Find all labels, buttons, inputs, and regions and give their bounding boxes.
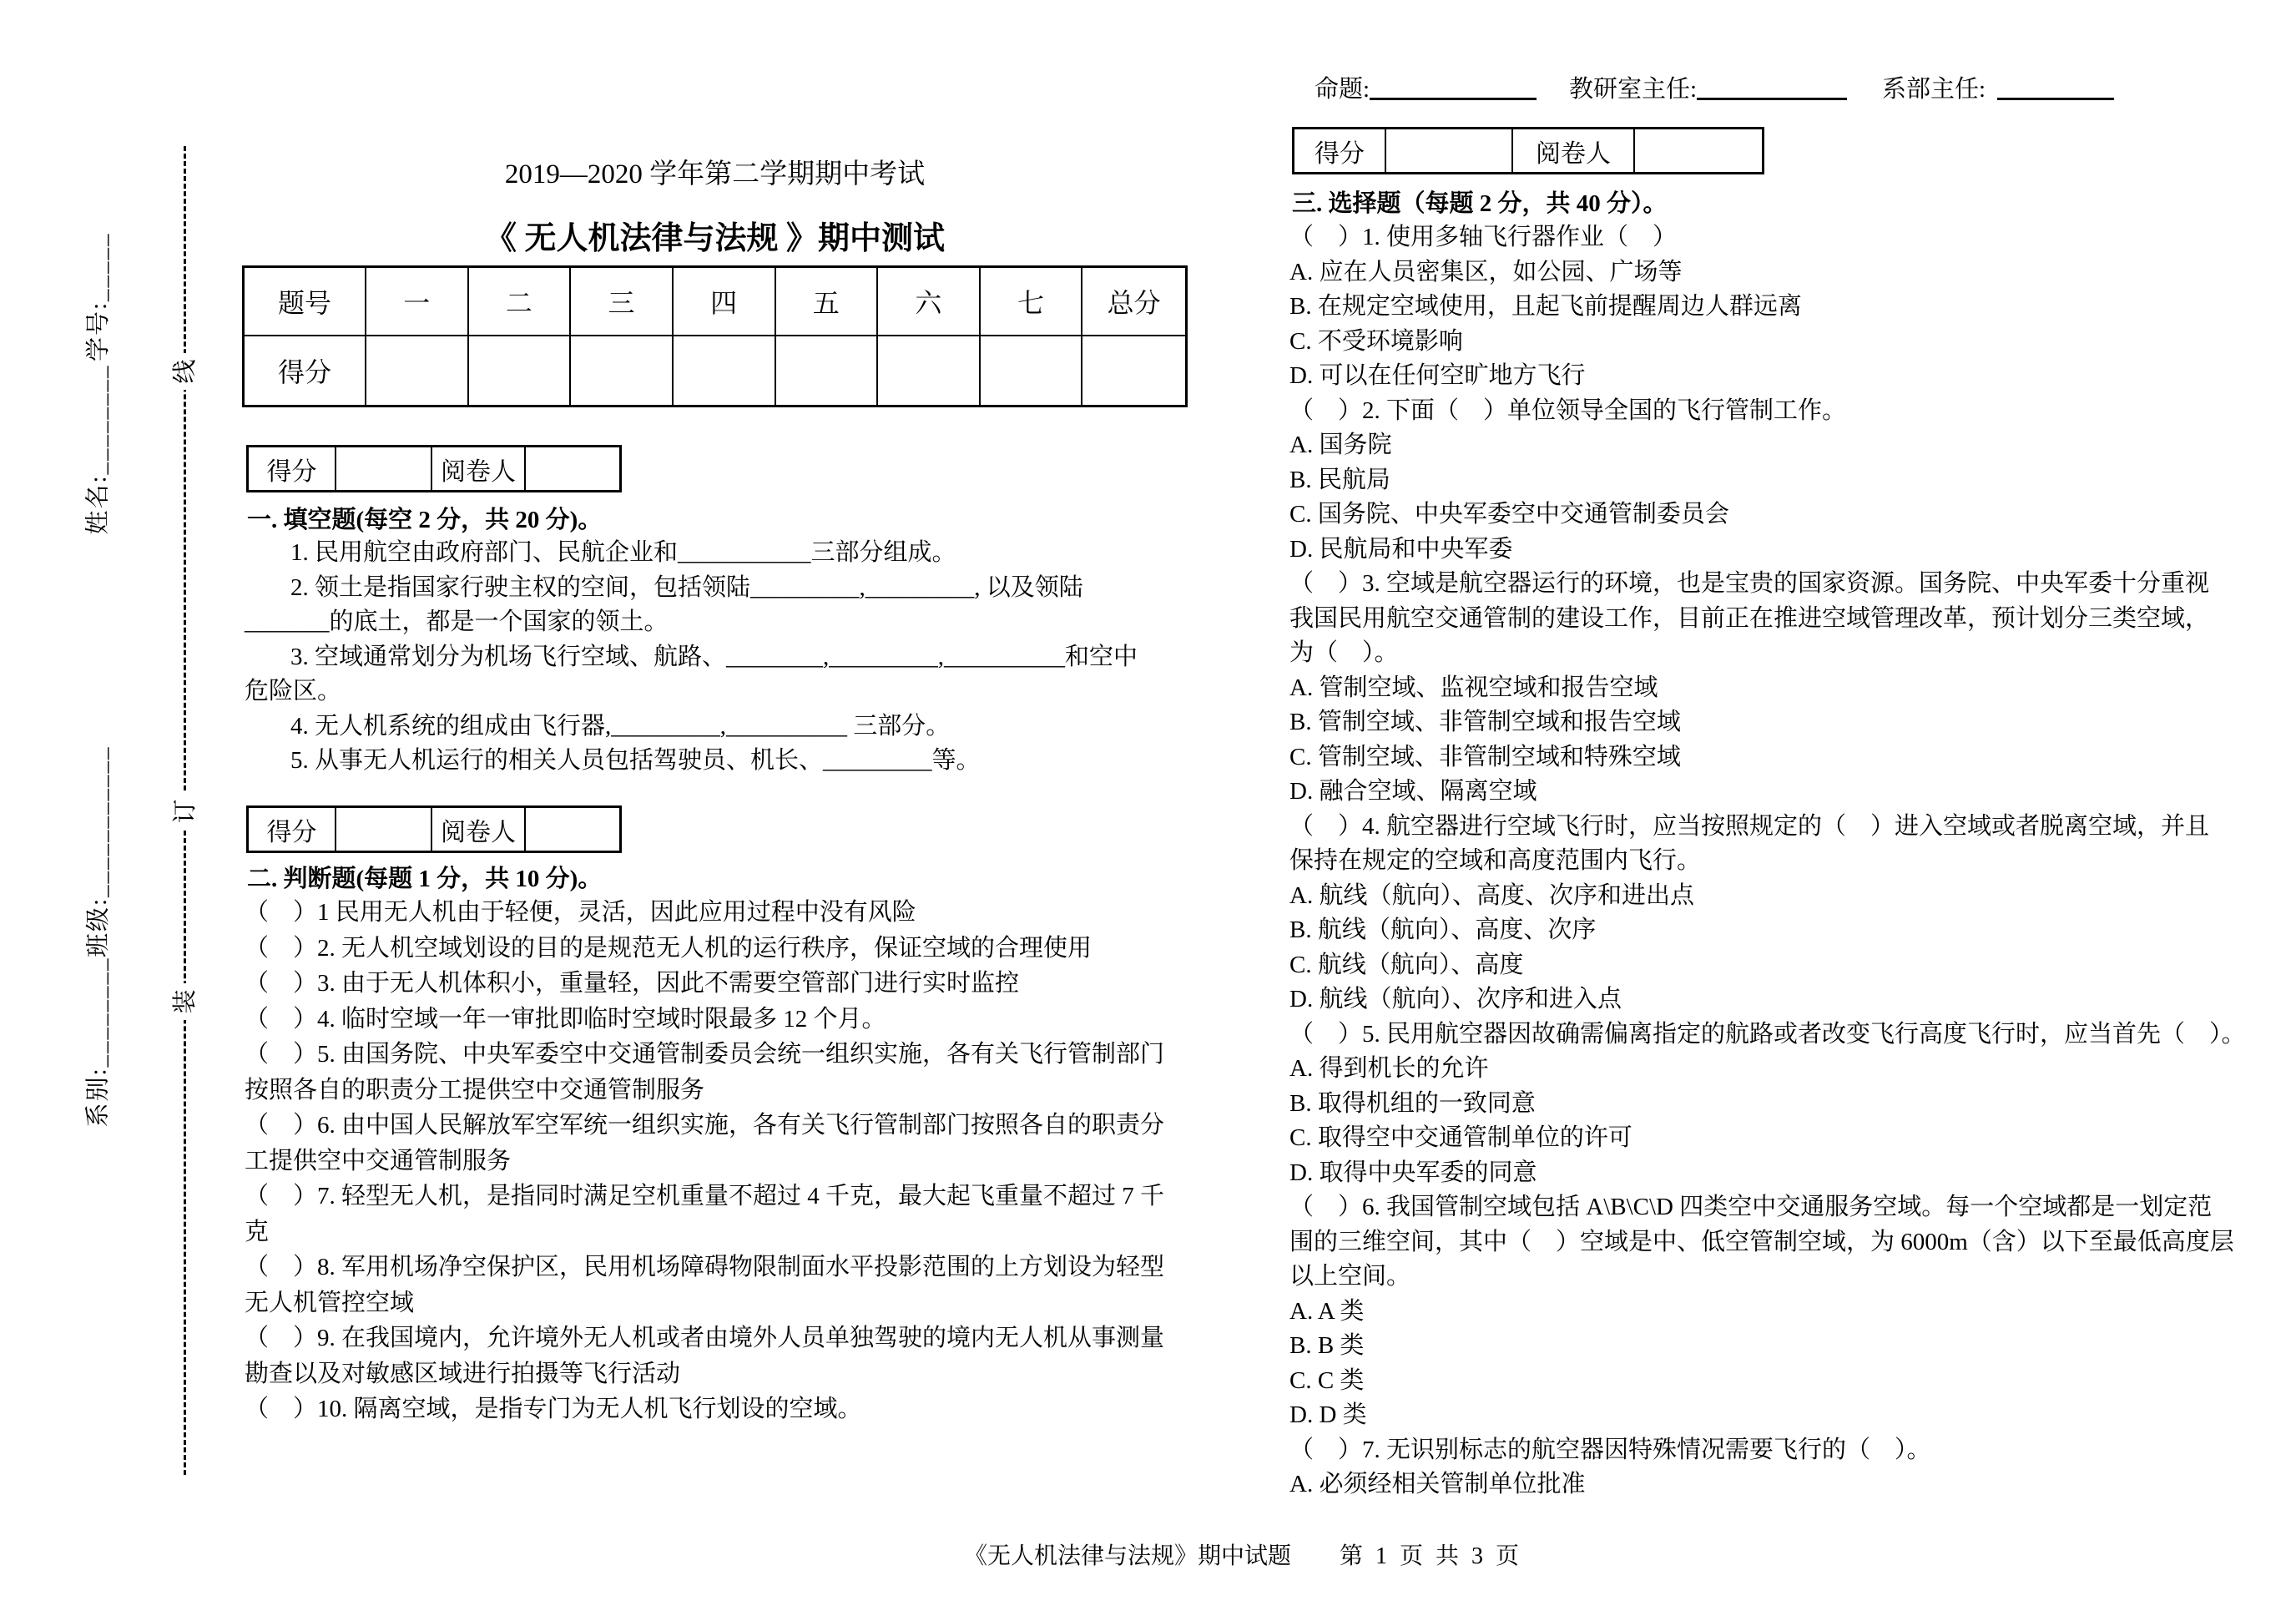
blank-line: [1997, 73, 2114, 100]
grading-box-section3: [1292, 127, 1764, 174]
score-row-label: 得分: [245, 336, 366, 405]
grader-cell-empty: [1635, 129, 1767, 172]
score-table-header-cell: 五: [776, 268, 879, 336]
score-table-header-cell: 题号: [245, 268, 366, 336]
question-line: 围的三维空间，其中（ ）空域是中、低空管制空域，为 6000m（含）以下至最低高度层: [1289, 1228, 2234, 1255]
score-label: 得分: [249, 447, 336, 490]
student-name-field: 姓名:________: [84, 364, 112, 535]
question-line: 保持在规定的空域和高度范围内飞行。: [1289, 847, 1702, 874]
question-line: D. D 类: [1289, 1401, 1367, 1428]
question-line: B. 在规定空域使用，且起飞前提醒周边人群远离: [1289, 293, 1802, 320]
department-field: 系别:________: [84, 957, 112, 1128]
course-exam-title: 《 无人机法律与法规 》期中测试: [484, 221, 945, 256]
question-line: （ ）4. 临时空域一年一审批即临时空域时限最多 12 个月。: [245, 1005, 886, 1033]
question-line: B. B 类: [1289, 1332, 1365, 1359]
question-line: （ ）3. 由于无人机体积小，重量轻，因此不需要空管部门进行实时监控: [245, 970, 1020, 997]
score-table-header-cell: 二: [469, 268, 572, 336]
section3-heading: 三. 选择题（每题 2 分，共 40 分）。: [1292, 190, 1668, 217]
score-table-header-cell: 六: [878, 268, 981, 336]
question-line: A. A 类: [1289, 1297, 1365, 1325]
exam-session-title: 2019—2020 学年第二学期期中考试: [504, 159, 926, 189]
question-line: A. 国务院: [1289, 432, 1392, 458]
question-line: C. C 类: [1289, 1366, 1365, 1394]
score-cell-empty: [336, 447, 432, 490]
question-line: （ ）3. 空域是航空器运行的环境，也是宝贵的国家资源。国务院、中央军委十分重视: [1289, 570, 2210, 597]
question-line: B. 管制空域、非管制空域和报告空域: [1289, 709, 1681, 735]
question-line: B. 取得机组的一致同意: [1289, 1089, 1536, 1117]
question-line: A. 得到机长的允许: [1289, 1055, 1489, 1082]
fill-in-blank-questions: [245, 536, 1138, 779]
question-line: （ ）6. 我国管制空域包括 A\B\C\D 四类空中交通服务空域。每一个空域都是一划定范: [1289, 1194, 2213, 1220]
question-line: （ ）8. 军用机场净空保护区，民用机场障碍物限制面水平投影范围的上方划设为轻型: [245, 1254, 1165, 1280]
question-line: 无人机管控空域: [245, 1289, 415, 1316]
question-line: D. 可以在任何空旷地方飞行: [1289, 362, 1586, 389]
section1-heading: 一. 填空题(每空 2 分，共 20 分)。: [247, 507, 603, 533]
blank-line: [1370, 73, 1537, 100]
question-line: C. 不受环境影响: [1289, 327, 1463, 355]
question-line: A. 管制空域、监视空域和报告空域: [1289, 674, 1658, 701]
question-line: （ ）2. 下面（ ）单位领导全国的飞行管制工作。: [1289, 396, 1847, 424]
question-setter-field: [1315, 70, 1537, 104]
question-line: C. 管制空域、非管制空域和特殊空域: [1289, 743, 1681, 770]
question-line: C. 国务院、中央军委空中交通管制委员会: [1289, 501, 1729, 528]
question-line: （ ）5. 民用航空器因故确需偏离指定的航路或者改变飞行高度飞行时，应当首先（ ）。: [1289, 1020, 2246, 1048]
score-label: 得分: [1294, 129, 1386, 172]
score-cell-empty: [571, 336, 674, 405]
score-table-header-cell: 三: [571, 268, 674, 336]
question-line: D. 民航局和中央军委: [1289, 535, 1513, 563]
question-line: （ ）7. 无识别标志的航空器因特殊情况需要飞行的（ ）。: [1289, 1436, 1931, 1463]
multiple-choice-questions: [1289, 220, 2246, 1502]
question-line: A. 必须经相关管制单位批准: [1289, 1471, 1586, 1497]
question-line: A. 应在人员密集区，如公园、广场等: [1289, 258, 1683, 285]
score-table-header-cell: 一: [366, 268, 469, 336]
question-line: _______的底土，都是一个国家的领土。: [245, 609, 669, 635]
student-id-field: 学号:_____: [85, 232, 112, 361]
binding-char-ding: 订: [167, 793, 204, 830]
question-line: （ ）1 民用无人机由于轻便，灵活，因此应用过程中没有风险: [245, 899, 916, 926]
score-label: 得分: [249, 808, 336, 851]
footer-exam-title: 《无人机法律与法规》期中试题: [964, 1543, 1292, 1569]
question-line: A. 航线（航向）、高度、次序和进出点: [1289, 881, 1694, 909]
question-line: （ ）10. 隔离空域，是指专门为无人机飞行划设的空域。: [245, 1396, 862, 1422]
question-line: （ ）2. 无人机空域划设的目的是规范无人机的运行秩序，保证空域的合理使用: [245, 934, 1092, 962]
grading-box-section1: [246, 445, 622, 492]
department-director-field: [1882, 70, 2114, 104]
score-cell-empty: [366, 336, 469, 405]
question-line: D. 取得中央军委的同意: [1289, 1159, 1537, 1186]
question-line: （ ）6. 由中国人民解放军空军统一组织实施，各有关飞行管制部门按照各自的职责分: [245, 1112, 1165, 1139]
question-line: 工提供空中交通管制服务: [245, 1147, 512, 1174]
question-line: D. 融合空域、隔离空域: [1289, 778, 1537, 805]
teaching-office-director-field: [1569, 70, 1847, 104]
score-cell-empty: [674, 336, 776, 405]
question-line: 以上空间。: [1289, 1263, 1411, 1290]
score-cell-empty: [1386, 129, 1513, 172]
grader-cell-empty: [526, 447, 624, 490]
question-line: 我国民用航空交通管制的建设工作，目前正在推进空域管理改革，预计划分三类空域，: [1289, 604, 2210, 632]
question-line: 3. 空域通常划分为机场飞行空域、航路、________,_________,__________和空中: [290, 643, 1138, 670]
score-table-header-cell: 七: [981, 268, 1083, 336]
score-cell-empty: [336, 808, 432, 851]
question-line: B. 民航局: [1289, 466, 1390, 493]
question-line: 为（ ）。: [1289, 639, 1399, 666]
binding-char-xian: 线: [167, 353, 204, 390]
grader-cell-empty: [526, 808, 624, 851]
binding-char-zhuang: 装: [167, 983, 204, 1020]
question-line: （ ）1. 使用多轴飞行器作业（ ）: [1289, 224, 1678, 250]
question-line: C. 取得空中交通管制单位的许可: [1289, 1124, 1632, 1151]
class-field: 班级:___________: [85, 745, 112, 957]
grader-label: 阅卷人: [1513, 129, 1635, 172]
section2-heading: 二. 判断题(每题 1 分，共 10 分)。: [247, 866, 603, 892]
department-director-label: 系部主任:: [1882, 76, 1986, 103]
teaching-office-director-label: 教研室主任:: [1569, 76, 1698, 103]
score-table-header-cell: 四: [674, 268, 776, 336]
question-line: 勘查以及对敏感区域进行拍摄等飞行活动: [245, 1360, 681, 1387]
score-summary-table: [242, 265, 1188, 407]
grader-label: 阅卷人: [432, 447, 526, 490]
question-line: （ ）9. 在我国境内，允许境外无人机或者由境外人员单独驾驶的境内无人机从事测量: [245, 1325, 1165, 1351]
question-line: D. 航线（航向）、次序和进入点: [1289, 986, 1622, 1012]
question-line: （ ）5. 由国务院、中央军委空中交通管制委员会统一组织实施，各有关飞行管制部门: [245, 1041, 1165, 1068]
score-cell-empty: [469, 336, 572, 405]
footer-page-number: 第 1 页 共 3 页: [1340, 1543, 1523, 1569]
score-table-header-cell: 总分: [1082, 268, 1185, 336]
question-line: B. 航线（航向）、高度、次序: [1289, 917, 1597, 943]
true-false-questions: [245, 895, 1164, 1427]
score-cell-empty: [981, 336, 1083, 405]
question-line: 5. 从事无人机运行的相关人员包括驾驶员、机长、_________等。: [290, 747, 981, 774]
blank-line: [1697, 73, 1847, 100]
question-line: 4. 无人机系统的组成由飞行器,_________,__________ 三部分。: [290, 712, 951, 740]
score-cell-empty: [776, 336, 879, 405]
question-line: （ ）4. 航空器进行空域飞行时，应当按照规定的（ ）进入空域或者脱离空域，并且: [1289, 812, 2210, 840]
grader-label: 阅卷人: [432, 808, 526, 851]
question-line: 克: [245, 1218, 270, 1245]
score-cell-empty: [878, 336, 981, 405]
question-line: 1. 民用航空由政府部门、民航企业和___________三部分组成。: [290, 539, 956, 566]
question-line: （ ）7. 轻型无人机，是指同时满足空机重量不超过 4 千克，最大起飞重量不超过 7 千: [245, 1183, 1165, 1209]
score-cell-empty: [1082, 336, 1185, 405]
question-line: 按照各自的职责分工提供空中交通管制服务: [245, 1076, 705, 1103]
question-line: 2. 领土是指国家行驶主权的空间，包括领陆_________,_________, 以及领陆: [290, 573, 1083, 601]
question-line: 危险区。: [245, 678, 342, 704]
question-setter-label: 命题:: [1315, 76, 1370, 103]
grading-box-section2: [246, 805, 622, 853]
question-line: C. 航线（航向）、高度: [1289, 951, 1524, 978]
